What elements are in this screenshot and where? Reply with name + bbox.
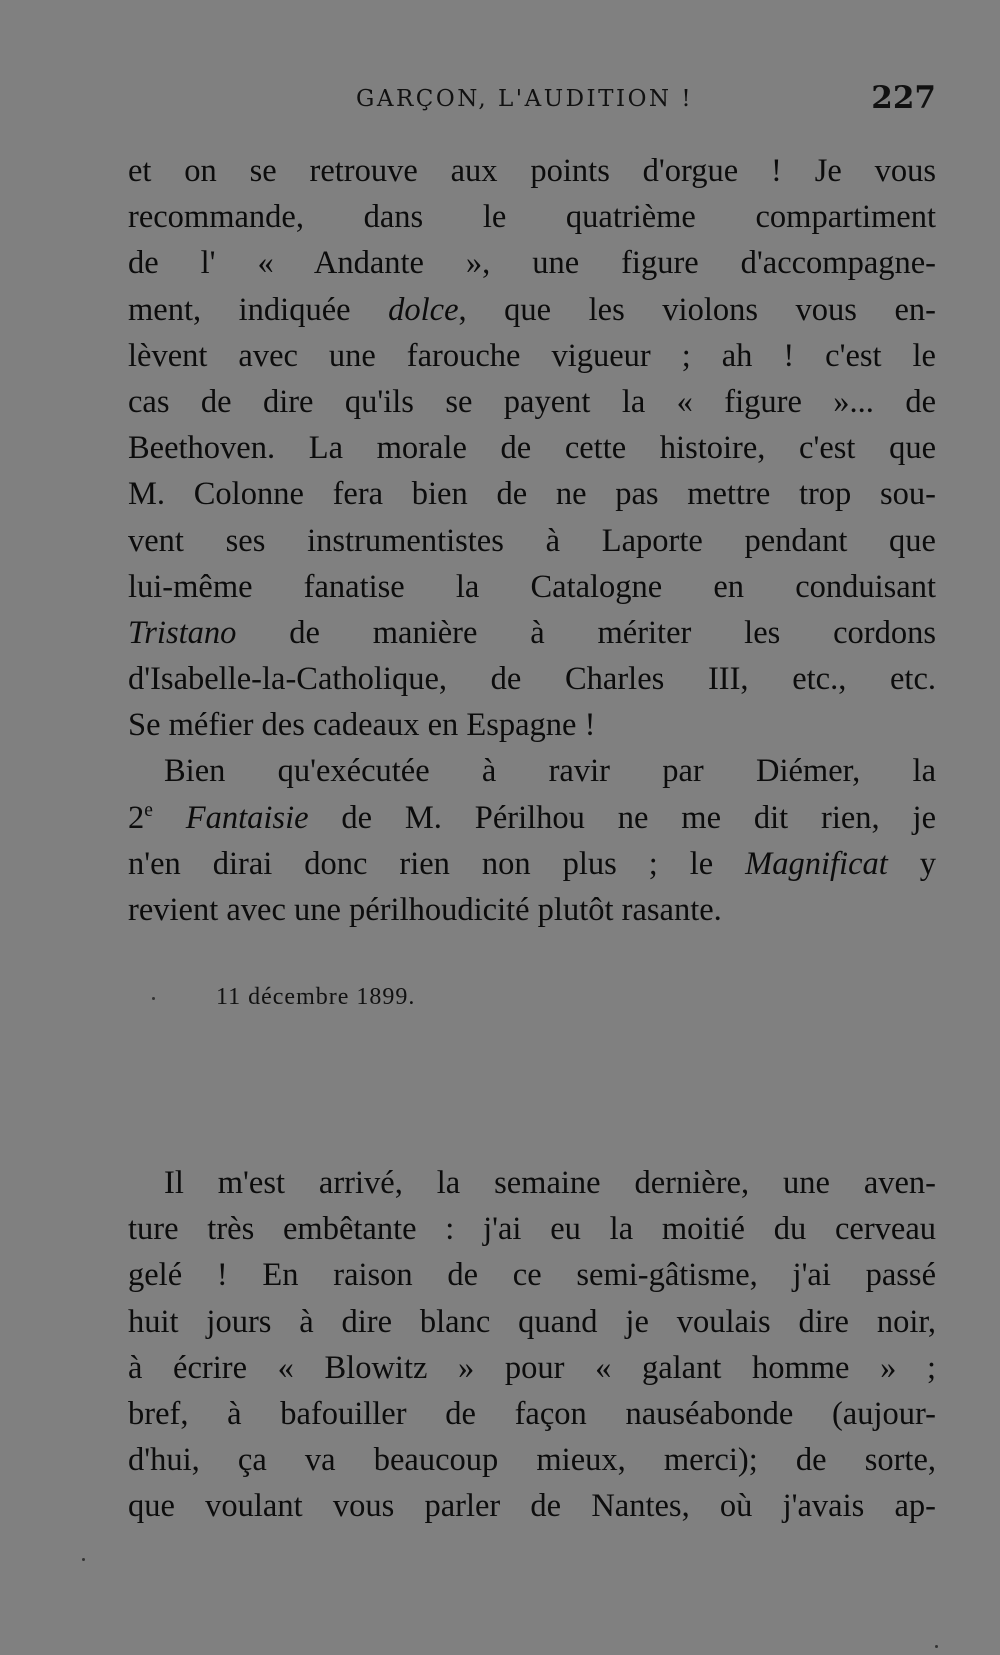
text-line: revient avec une périlhoudicité plutôt rasante. (128, 892, 722, 928)
text-line: Il m'est arrivé, la semaine dernière, une aven- (164, 1165, 936, 1201)
italic-text: Tristano (128, 614, 237, 651)
paragraph-1 (128, 148, 936, 748)
text-line: d'Isabelle-la-Catholique, de Charles III, etc., etc. (128, 661, 936, 698)
italic-text: Fantaisie (185, 799, 309, 836)
dateline: 11 décembre 1899. (216, 984, 416, 1010)
print-speck (935, 1645, 938, 1648)
text-line: Bien qu'exécutée à ravir par Diémer, la (164, 753, 936, 790)
paragraph-2 (128, 748, 936, 933)
paragraph-3 (128, 1160, 936, 1530)
text-line: et on se retrouve aux points d'orgue ! Je vous (128, 153, 936, 189)
print-speck (152, 997, 155, 1000)
text-line: Beethoven. La morale de cette histoire, c'est que (128, 430, 936, 467)
running-title: GARÇON, L'AUDITION ! (356, 86, 694, 112)
italic-text: Magnificat (745, 845, 888, 882)
text-line: de l' « Andante », une figure d'accompagne- (128, 245, 936, 282)
text-line: n'en dirai donc rien non plus ; le Magnificat y (128, 845, 937, 882)
text-line: à écrire « Blowitz » pour « galant homme » ; (128, 1349, 936, 1386)
italic-text: dolce (388, 291, 459, 328)
body-text-top (128, 148, 936, 933)
text-line: que voulant vous parler de Nantes, où j'avais ap- (128, 1488, 936, 1525)
text-line: lèvent avec une farouche vigueur ; ah ! c'est le (128, 337, 936, 374)
text-line: 2e Fantaisie de M. Périlhou ne me dit rien, je (128, 799, 936, 836)
print-speck (82, 1558, 85, 1561)
text-line: bref, à bafouiller de façon nauséabonde (aujour- (128, 1395, 936, 1432)
text-line: M. Colonne fera bien de ne pas mettre trop sou- (128, 476, 936, 513)
text-line: vent ses instrumentistes à Laporte pendant que (128, 522, 936, 559)
text-line: ture très embêtante : j'ai eu la moitié du cerveau (128, 1211, 936, 1248)
text-line: Se méfier des cadeaux en Espagne ! (128, 707, 596, 744)
text-line: recommande, dans le quatrième compartiment (128, 199, 936, 236)
text-line: d'hui, ça va beaucoup mieux, merci); de sorte, (128, 1442, 936, 1479)
text-line: lui-même fanatise la Catalogne en conduisant (128, 568, 936, 605)
text-line: gelé ! En raison de ce semi-gâtisme, j'ai passé (128, 1257, 936, 1294)
text-line: huit jours à dire blanc quand je voulais dire noir, (128, 1303, 936, 1340)
text-line: Tristano de manière à mériter les cordons (128, 614, 936, 651)
superscript: e (144, 799, 153, 821)
text-line: cas de dire qu'ils se payent la « figure »... de (128, 383, 936, 420)
body-text-bottom (128, 1160, 936, 1530)
page-number: 227 (871, 80, 936, 116)
text-line: ment, indiquée dolce, que les violons vous en- (128, 291, 936, 328)
